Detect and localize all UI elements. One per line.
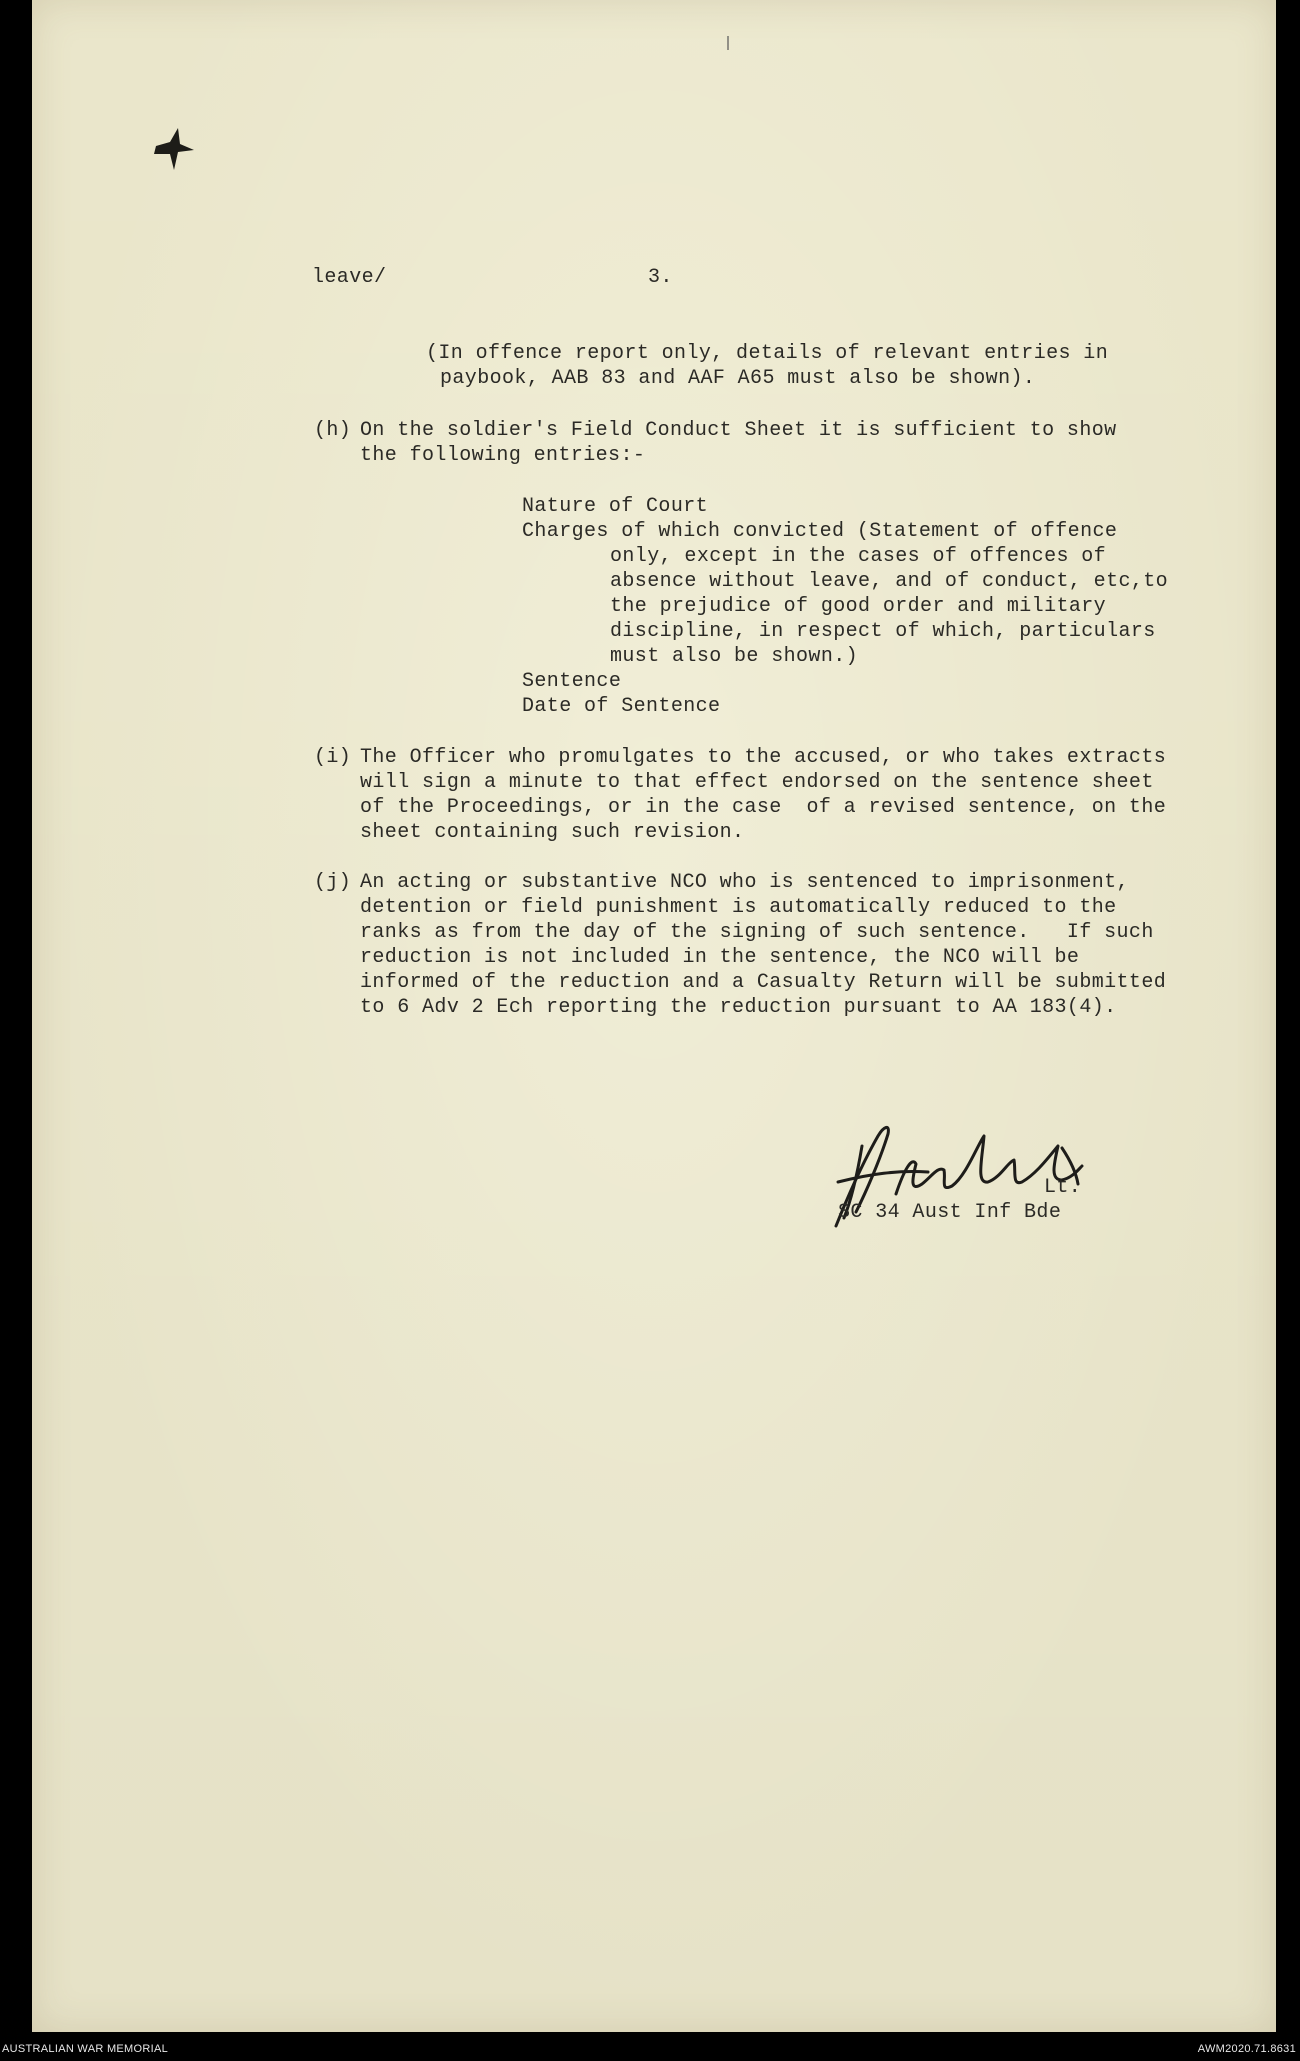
footer-institution: AUSTRALIAN WAR MEMORIAL — [2, 2043, 169, 2055]
signatory-unit: SC 34 Aust Inf Bde — [838, 1201, 1062, 1224]
entry-date-of-sentence: Date of Sentence — [522, 695, 721, 718]
para-h-label: (h) — [314, 419, 352, 442]
entry-sentence: Sentence — [522, 670, 622, 693]
entry-charges-cont-1: only, except in the cases of offences of — [610, 545, 1107, 568]
para-i-line-1: The Officer who promulgates to the accused, or who takes extracts — [360, 746, 1167, 769]
para-j-line-6: to 6 Adv 2 Ech reporting the reduction pursuant to AA 183(4). — [360, 996, 1117, 1019]
entry-charges-cont-4: discipline, in respect of which, particulars — [610, 620, 1156, 643]
punch-hole-mark — [150, 126, 198, 174]
offence-note-line-2: paybook, AAB 83 and AAF A65 must also be shown). — [440, 367, 1036, 390]
entry-charges-cont-3: the prejudice of good order and military — [610, 595, 1107, 618]
para-j-line-1: An acting or substantive NCO who is sentenced to imprisonment, — [360, 871, 1129, 894]
para-j-line-3: ranks as from the day of the signing of such sentence. If such — [360, 921, 1154, 944]
para-i-line-4: sheet containing such revision. — [360, 821, 745, 844]
para-h-line-2: the following entries:- — [360, 444, 646, 467]
offence-note-line-1: (In offence report only, details of relevant entries in — [426, 342, 1109, 365]
para-j-line-5: informed of the reduction and a Casualty Return will be submitted — [360, 971, 1167, 994]
para-i-label: (i) — [314, 746, 352, 769]
continuation-word: leave/ — [312, 266, 387, 289]
para-i-line-2: will sign a minute to that effect endorsed on the sentence sheet — [360, 771, 1154, 794]
para-h-line-1: On the soldier's Field Conduct Sheet it is sufficient to show — [360, 419, 1117, 442]
footer-reference: AWM2020.71.8631 — [1197, 2043, 1296, 2055]
paper-mark — [727, 36, 729, 50]
entry-charges-cont-5: must also be shown.) — [610, 645, 859, 668]
entry-charges: Charges of which convicted (Statement of offence — [522, 520, 1118, 543]
para-j-line-2: detention or field punishment is automatically reduced to the — [360, 896, 1117, 919]
entry-charges-cont-2: absence without leave, and of conduct, etc,to — [610, 570, 1169, 593]
para-j-label: (j) — [314, 871, 352, 894]
signatory-rank: Lt. — [1044, 1176, 1082, 1199]
para-j-line-4: reduction is not included in the sentence, the NCO will be — [360, 946, 1080, 969]
page-number: 3. — [648, 266, 673, 289]
document-page — [32, 0, 1276, 2032]
entry-nature-of-court: Nature of Court — [522, 495, 709, 518]
para-i-line-3: of the Proceedings, or in the case of a revised sentence, on the — [360, 796, 1167, 819]
